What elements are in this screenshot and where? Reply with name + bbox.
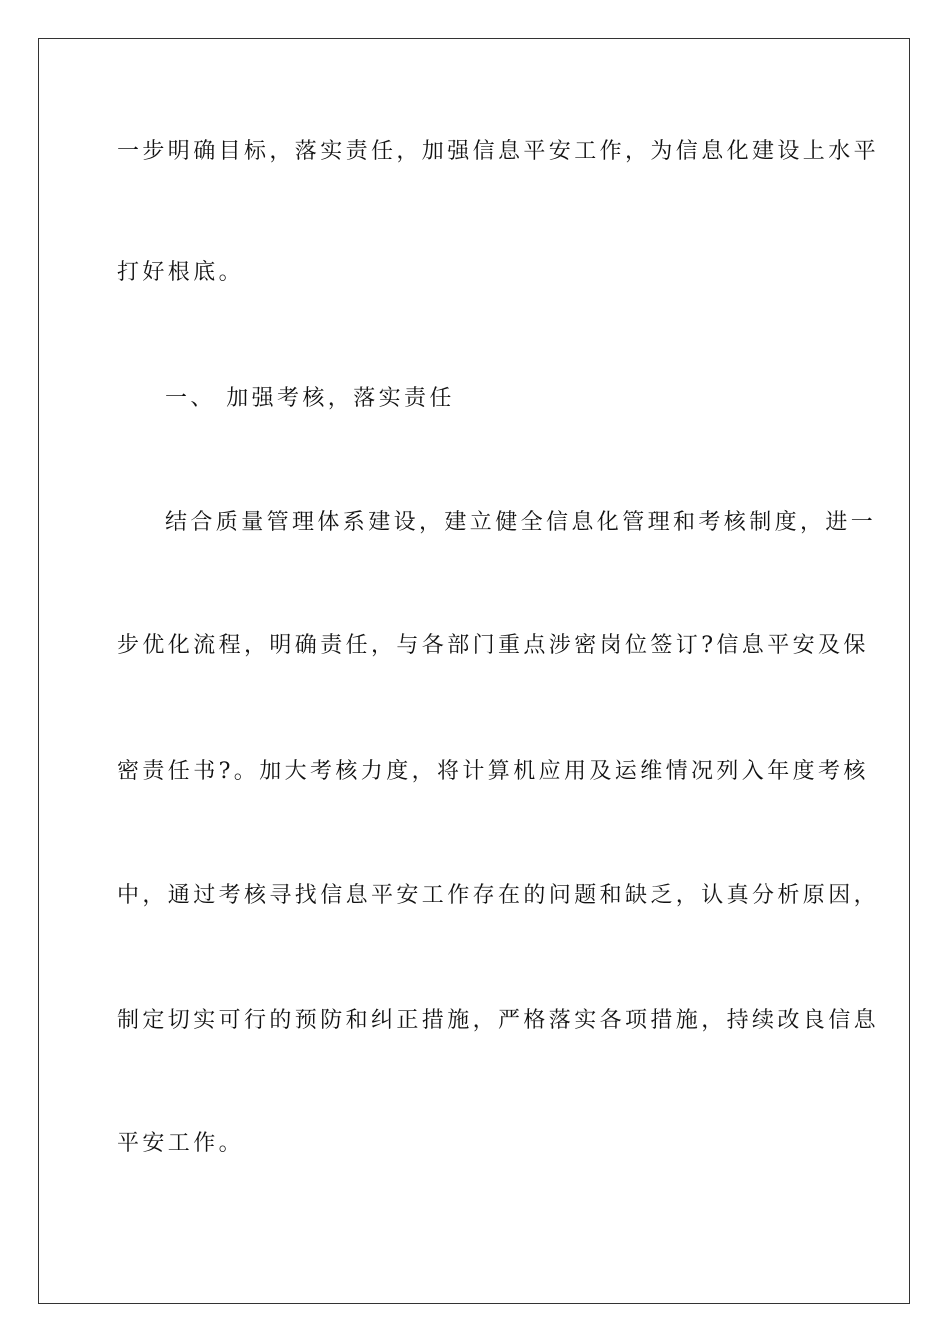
page-border	[38, 38, 910, 1304]
paragraph-line: 平安工作。	[117, 1131, 245, 1156]
paragraph-line: 制定切实可行的预防和纠正措施，严格落实各项措施，持续改良信息	[117, 1008, 880, 1033]
section-heading: 一、 加强考核，落实责任	[165, 386, 455, 411]
paragraph-line: 密责任书?。加大考核力度，将计算机应用及运维情况列入年度考核	[117, 759, 869, 784]
paragraph-line: 中，通过考核寻找信息平安工作存在的问题和缺乏，认真分析原因，	[117, 883, 880, 908]
paragraph-line: 步优化流程，明确责任，与各部门重点涉密岗位签订?信息平安及保	[117, 633, 869, 658]
paragraph-line: 打好根底。	[117, 260, 245, 285]
paragraph-line: 结合质量管理体系建设，建立健全信息化管理和考核制度，进一	[165, 510, 877, 535]
paragraph-line: 一步明确目标，落实责任，加强信息平安工作，为信息化建设上水平	[117, 139, 880, 164]
